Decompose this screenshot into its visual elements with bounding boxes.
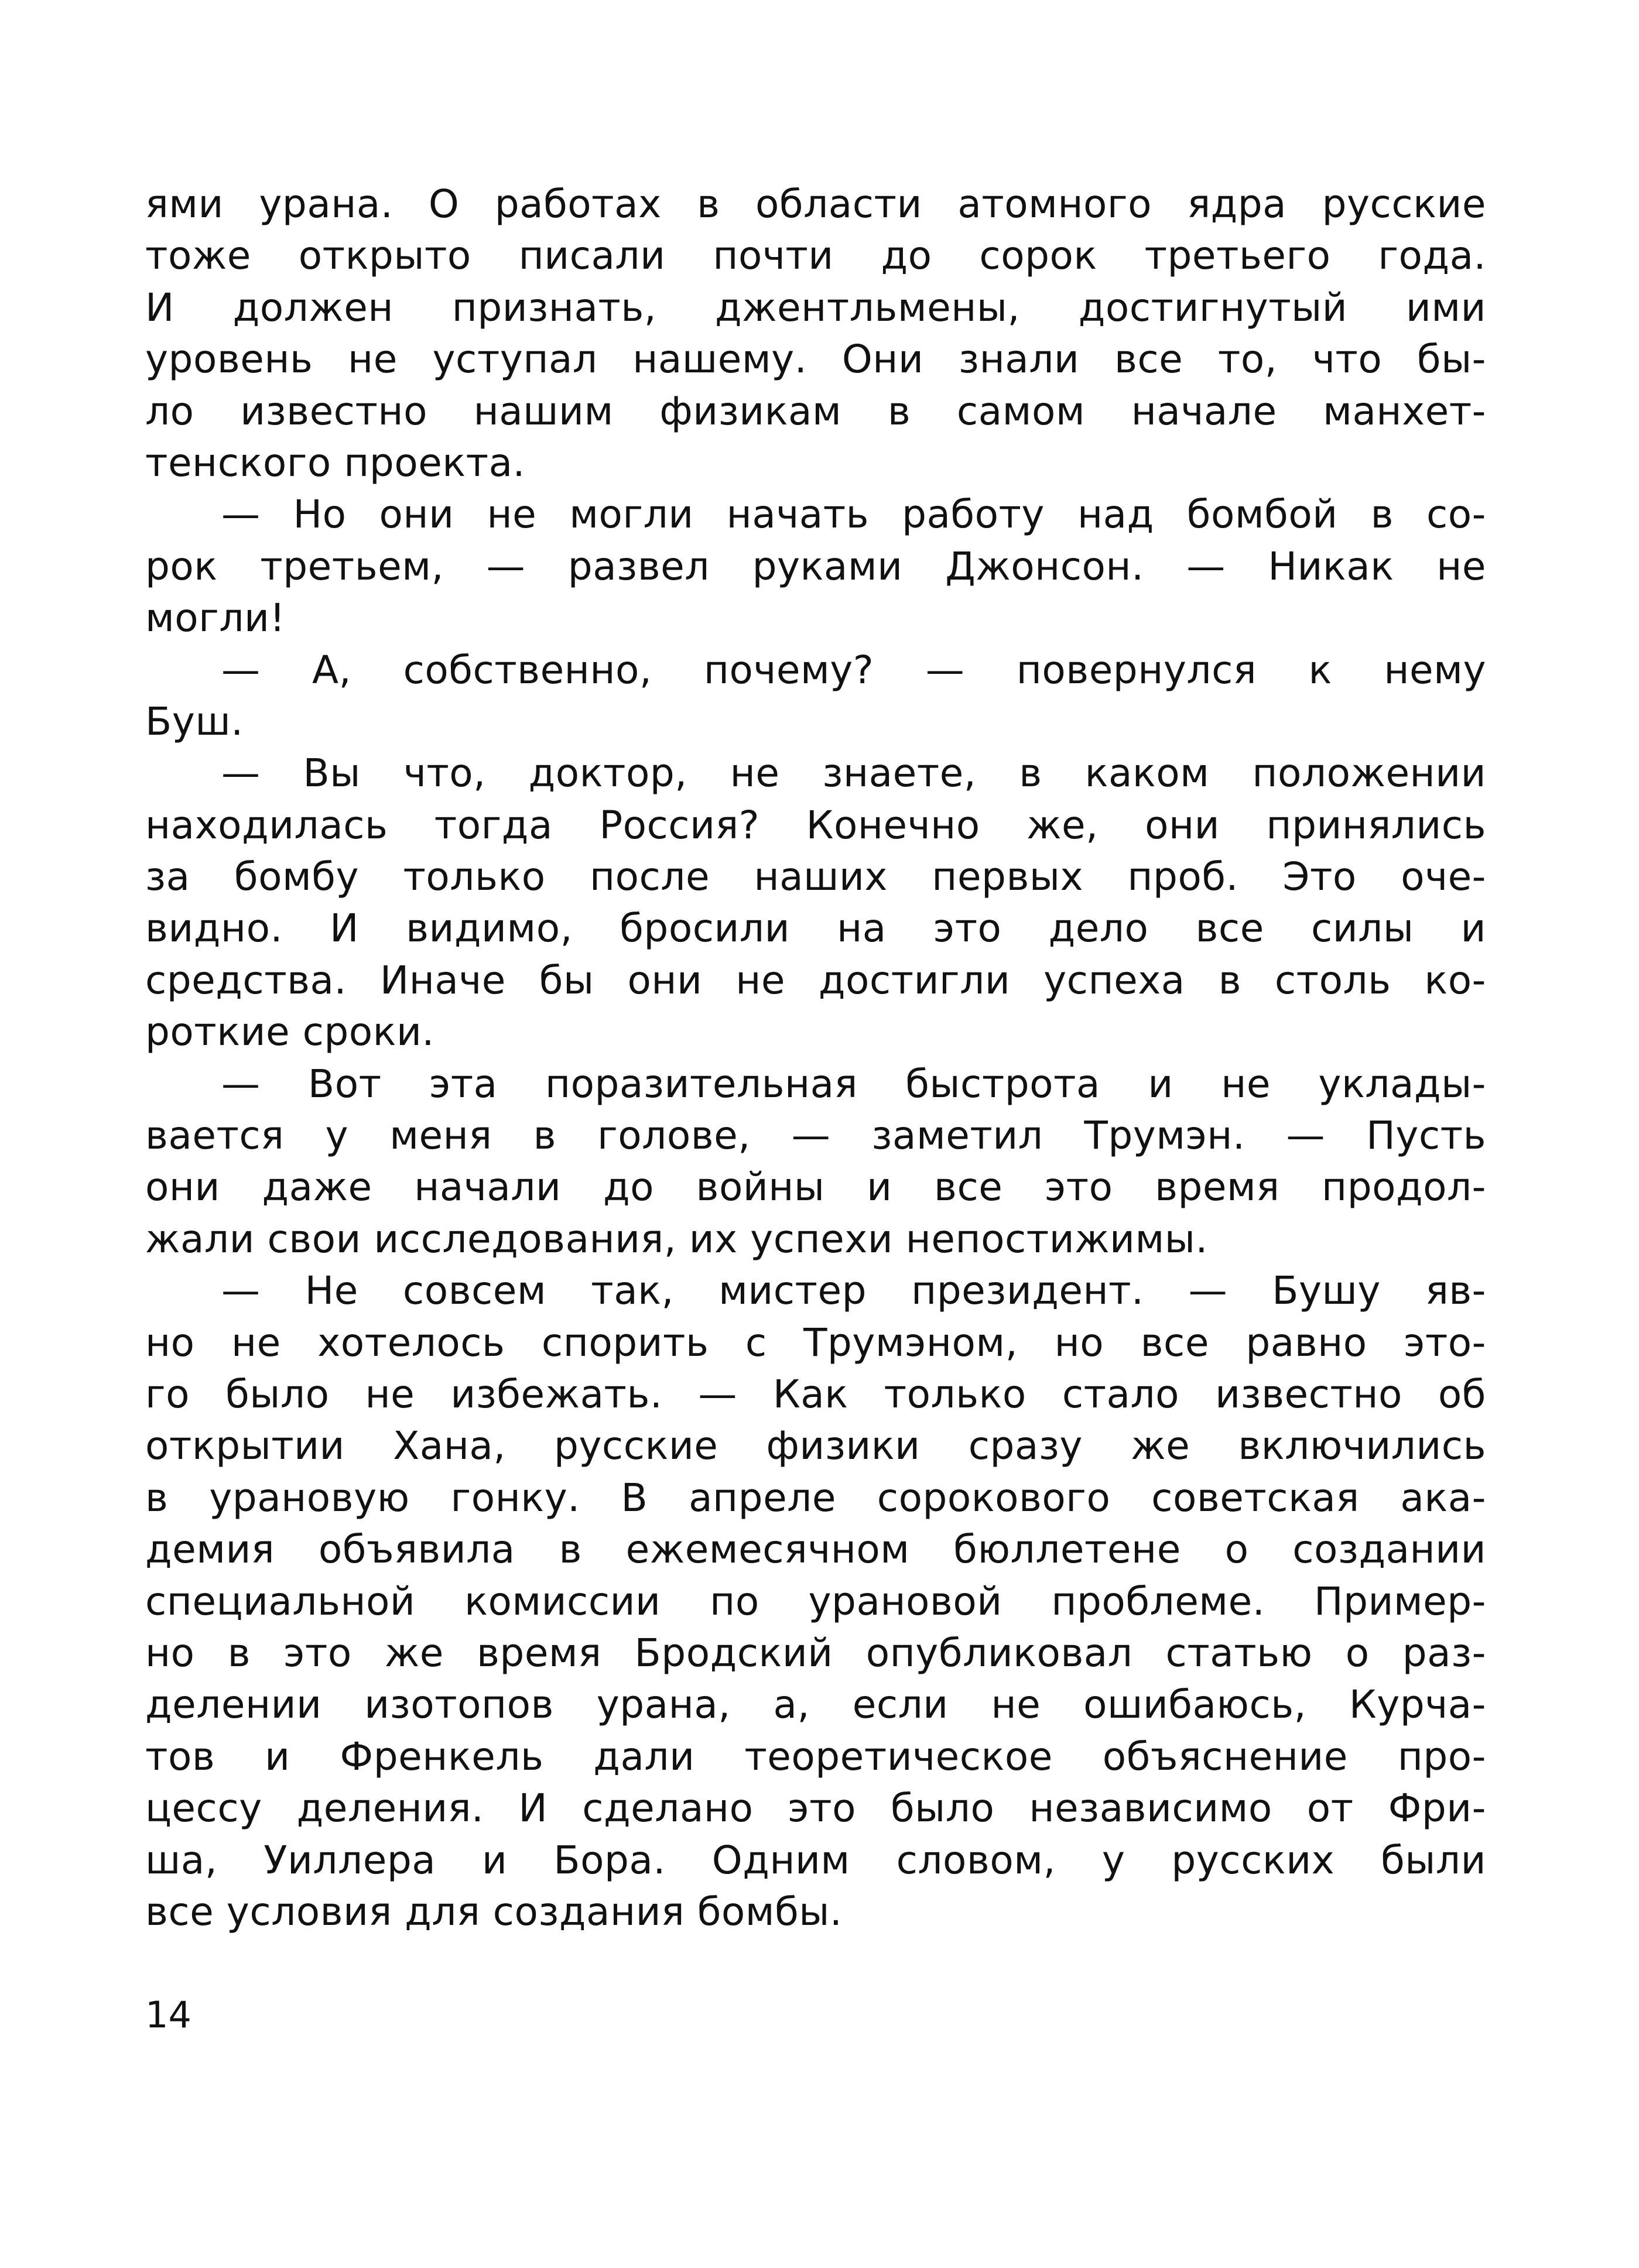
text-line: ло известно нашим физикам в самом начале манхет- (145, 388, 1486, 434)
text-line: все условия для создания бомбы. (145, 1889, 843, 1934)
text-line: но в это же время Бродский опубликовал статью о раз- (145, 1630, 1486, 1676)
text-line: Буш. (145, 698, 244, 744)
text-line: тоже открыто писали почти до сорок третьего года. (145, 233, 1486, 279)
text-line: — А, собственно, почему? — повернулся к нему (221, 647, 1486, 693)
text-line: тов и Френкель дали теоретическое объяснение про- (145, 1733, 1486, 1779)
page-number: 14 (145, 1993, 191, 2036)
text-line: рок третьем, — развел руками Джонсон. — Никак не (145, 543, 1486, 589)
text-line: специальной комиссии по урановой проблеме. Пример- (145, 1578, 1486, 1624)
text-line: — Не совсем так, мистер президент. — Бушу яв- (221, 1268, 1486, 1314)
text-line: — Вы что, доктор, не знаете, в каком положении (221, 751, 1486, 796)
text-line: жали свои исследования, их успехи непостижимы. (145, 1216, 1208, 1262)
text-line: ями урана. О работах в области атомного ядра русские (145, 181, 1486, 227)
text-line: — Вот эта поразительная быстрота и не уклады- (221, 1061, 1486, 1106)
text-line: они даже начали до войны и все это время продол- (145, 1164, 1486, 1210)
text-line: цессу деления. И сделано это было независимо от Фри- (145, 1786, 1486, 1831)
text-line: за бомбу только после наших первых проб. Это оче- (145, 854, 1486, 900)
text-line: — Но они не могли начать работу над бомбой в со- (221, 492, 1486, 537)
text-line: находилась тогда Россия? Конечно же, они принялись (145, 802, 1486, 848)
text-line: демия объявила в ежемесячном бюллетене о создании (145, 1527, 1486, 1572)
text-line: го было не избежать. — Как только стало известно об (145, 1371, 1486, 1417)
text-line: ша, Уиллера и Бора. Одним словом, у русских были (145, 1837, 1486, 1883)
text-line: могли! (145, 595, 286, 641)
text-line: тенского проекта. (145, 440, 526, 485)
text-line: уровень не уступал нашему. Они знали все то, что бы- (145, 337, 1486, 382)
text-line: вается у меня в голове, — заметил Трумэн. — Пусть (145, 1113, 1486, 1159)
text-line: но не хотелось спорить с Трумэном, но все равно это- (145, 1320, 1486, 1365)
text-line: роткие сроки. (145, 1009, 434, 1055)
text-line: открытии Хана, русские физики сразу же включились (145, 1423, 1486, 1469)
body-text (145, 179, 1486, 1938)
text-line: делении изотопов урана, а, если не ошибаюсь, Курча- (145, 1682, 1486, 1728)
text-line: И должен признать, джентльмены, достигнутый ими (145, 285, 1486, 330)
text-line: видно. И видимо, бросили на это дело все силы и (145, 906, 1486, 951)
text-line: средства. Иначе бы они не достигли успеха в столь ко- (145, 957, 1486, 1003)
text-line: в урановую гонку. В апреле сорокового советская ака- (145, 1475, 1486, 1520)
